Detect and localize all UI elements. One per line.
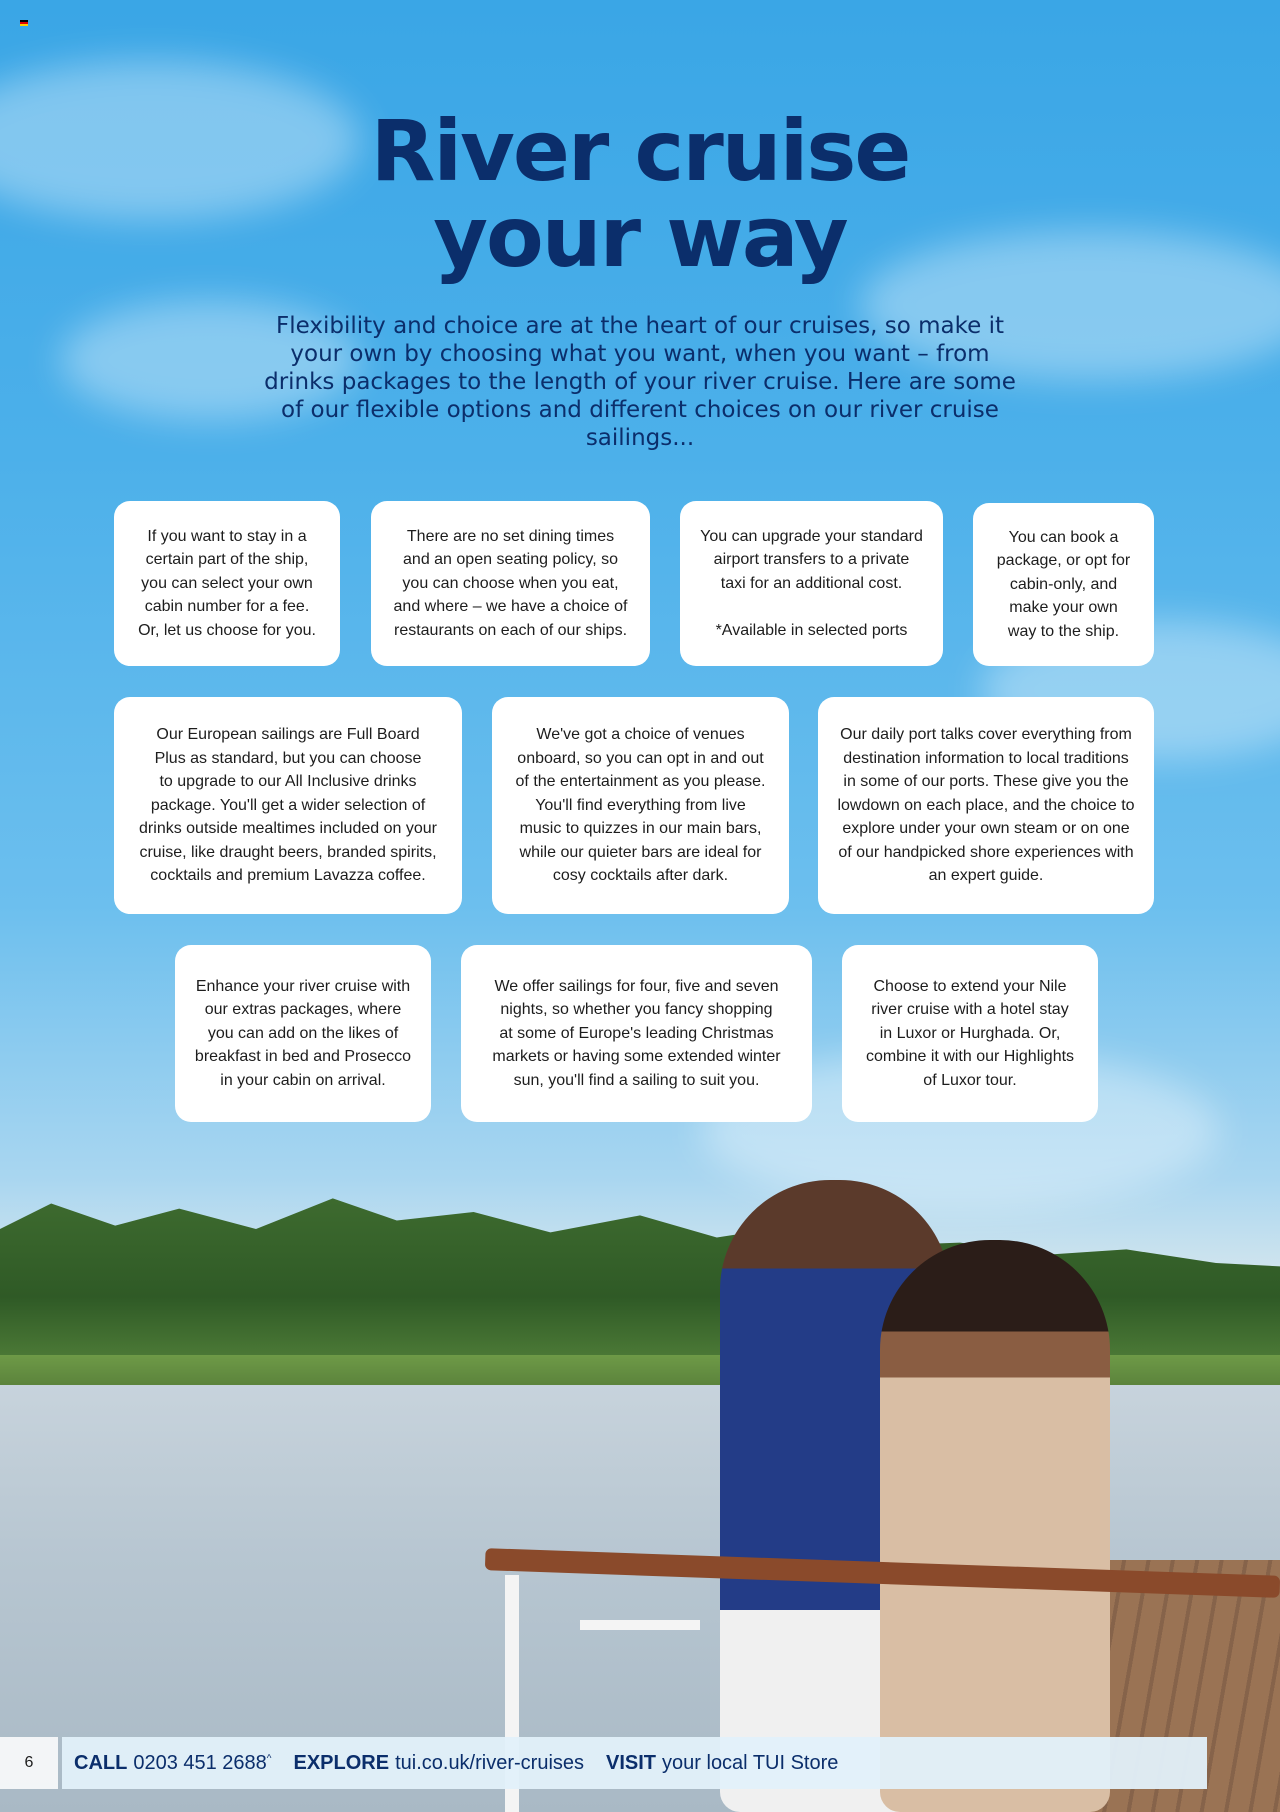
card-extras: Enhance your river cruise with our extras packages, where you can add on the likes of breakfast in bed and Prosecco in your cabin on arrival.: [175, 945, 431, 1122]
explore-label: EXPLORE: [293, 1751, 390, 1774]
call-label: CALL: [74, 1751, 128, 1774]
visit-group: [606, 1752, 838, 1775]
card-venues: We've got a choice of venues onboard, so you can opt in and out of the entertainment as you please. You'll find everything from live music to quizzes in our main bars, while our quieter bars are ideal for cosy cocktails after dark.: [492, 697, 789, 914]
explore-url[interactable]: tui.co.uk/river-cruises: [395, 1751, 585, 1774]
flag-icon: [20, 20, 28, 26]
visit-text: your local TUI Store: [662, 1751, 839, 1774]
call-number: 0203 451 2688: [133, 1751, 267, 1774]
card-drinks: Our European sailings are Full Board Plus as standard, but you can choose to upgrade to our All Inclusive drinks package. You'll get a wider selection of drinks outside mealtimes included on your cruise, like draught beers, branded spirits, cocktails and premium Lavazza coffee.: [114, 697, 462, 914]
footer: [0, 1737, 1280, 1789]
call-mark: ^: [266, 1752, 272, 1764]
explore-group[interactable]: [294, 1752, 585, 1775]
railing-bar: [580, 1620, 700, 1630]
page-number: 6: [0, 1737, 58, 1789]
page-title: [0, 102, 1280, 286]
intro-text: Flexibility and choice are at the heart of our cruises, so make it your own by choosing what you want, when you want – from drinks packages to the length of your river cruise. Here are some of our flexible options and different choices on our river cruise sailings...: [264, 313, 1016, 451]
title-line-2: your way: [433, 188, 847, 286]
card-transfers: You can upgrade your standard airport transfers to a private taxi for an additional cost. *Available in selected ports: [680, 501, 943, 666]
woman-photo: [880, 1240, 1110, 1812]
card-nile: Choose to extend your Nile river cruise with a hotel stay in Luxor or Hurghada. Or, combine it with our Highlights of Luxor tour.: [842, 945, 1098, 1122]
visit-label: VISIT: [606, 1751, 657, 1774]
card-sailings: We offer sailings for four, five and seven nights, so whether you fancy shopping at some of Europe's leading Christmas markets or having some extended winter sun, you'll find a sailing to suit you.: [461, 945, 812, 1122]
contact-bar: [62, 1737, 1207, 1789]
card-port-talks: Our daily port talks cover everything from destination information to local traditions in some of our ports. These give you the lowdown on each place, and the choice to explore under your own steam or on one of our handpicked shore experiences with an expert guide.: [818, 697, 1154, 914]
title-line-1: River cruise: [370, 102, 910, 200]
card-dining: There are no set dining times and an open seating policy, so you can choose when you eat, and where – we have a choice of restaurants on each of our ships.: [371, 501, 650, 666]
card-package: You can book a package, or opt for cabin-only, and make your own way to the ship.: [973, 503, 1154, 666]
call-group[interactable]: [74, 1752, 272, 1775]
card-cabin: If you want to stay in a certain part of the ship, you can select your own cabin number for a fee. Or, let us choose for you.: [114, 501, 340, 666]
